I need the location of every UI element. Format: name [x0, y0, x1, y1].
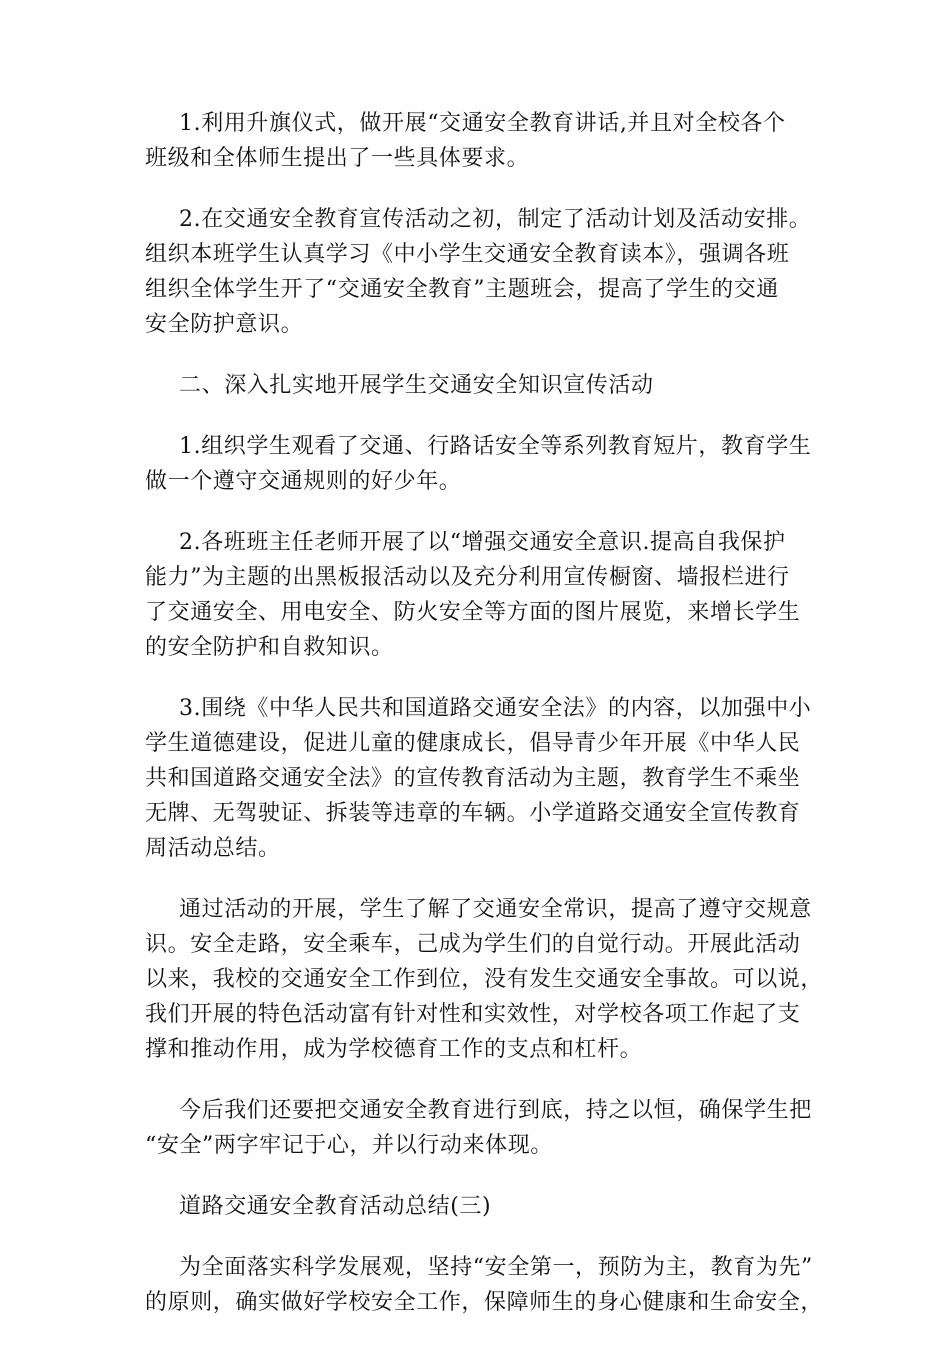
- text-line: 安全防护意识。: [145, 312, 304, 337]
- subtitle-line: 道路交通安全教育活动总结(三): [179, 1194, 492, 1219]
- text-line: 学生道德建设，促进儿童的健康成长，倡导青少年开展《中华人民: [145, 731, 801, 756]
- paragraph-7: [145, 1093, 825, 1163]
- text-line: 1.利用升旗仪式，做开展“交通安全教育讲话,并且对全校各个: [179, 111, 786, 136]
- section-heading: [145, 368, 825, 403]
- text-line: 能力”为主题的出黑板报活动以及充分利用宣传橱窗、墙报栏进行: [145, 565, 790, 590]
- text-line: 共和国道路交通安全法》的宣传教育活动为主题，教育学生不乘坐: [145, 766, 801, 791]
- paragraph-8: [145, 1250, 825, 1320]
- paragraph-1: [145, 106, 825, 176]
- paragraph-6: [145, 892, 825, 1067]
- text-line: 做一个遵守交通规则的好少年。: [145, 469, 462, 494]
- text-line: 我们开展的特色活动富有针对性和实效性，对学校各项工作起了支: [145, 1002, 801, 1027]
- paragraph-3: [145, 429, 825, 499]
- text-line: 3.围绕《中华人民共和国道路交通安全法》的内容，以加强中小: [179, 696, 812, 721]
- text-line: 通过活动的开展，学生了解了交通安全常识，提高了遵守交规意: [179, 897, 812, 922]
- document-body: [145, 106, 825, 1346]
- text-line: 的安全防护和自救知识。: [145, 635, 394, 660]
- text-line: 组织全体学生开了“交通安全教育”主题班会，提高了学生的交通: [145, 277, 779, 302]
- paragraph-2: [145, 202, 825, 342]
- text-line: 为全面落实科学发展观，坚持“安全第一，预防为主，教育为先”: [179, 1255, 813, 1280]
- text-line: 的原则，确实做好学校安全工作，保障师生的身心健康和生命安全，: [145, 1290, 824, 1315]
- text-line: “安全”两字牢记于心，并以行动来体现。: [145, 1133, 553, 1158]
- text-line: 撑和推动作用，成为学校德育工作的支点和杠杆。: [145, 1037, 643, 1062]
- paragraph-4: [145, 525, 825, 665]
- text-line: 识。安全走路，安全乘车，己成为学生们的自觉行动。开展此活动: [145, 932, 801, 957]
- heading-line: 二、深入扎实地开展学生交通安全知识宣传活动: [179, 373, 654, 398]
- text-line: 1.组织学生观看了交通、行路话安全等系列教育短片，教育学生: [179, 434, 812, 459]
- text-line: 组织本班学生认真学习《中小学生交通安全教育读本》，强调各班: [145, 242, 790, 267]
- text-line: 2.在交通安全教育宣传活动之初，制定了活动计划及活动安排。: [179, 207, 812, 232]
- text-line: 2.各班班主任老师开展了以“增强交通安全意识.提高自我保护: [179, 530, 786, 555]
- paragraph-5: [145, 691, 825, 866]
- text-line: 以来，我校的交通安全工作到位，没有发生交通安全事故。可以说，: [145, 967, 824, 992]
- text-line: 周活动总结。: [145, 836, 281, 861]
- text-line: 今后我们还要把交通安全教育进行到底，持之以恒，确保学生把: [179, 1098, 812, 1123]
- subtitle: [145, 1189, 825, 1224]
- text-line: 无牌、无驾驶证、拆装等违章的车辆。小学道路交通安全宣传教育: [145, 801, 801, 826]
- text-line: 班级和全体师生提出了一些具体要求。: [145, 146, 530, 171]
- text-line: 了交通安全、用电安全、防火安全等方面的图片展览，来增长学生: [145, 600, 801, 625]
